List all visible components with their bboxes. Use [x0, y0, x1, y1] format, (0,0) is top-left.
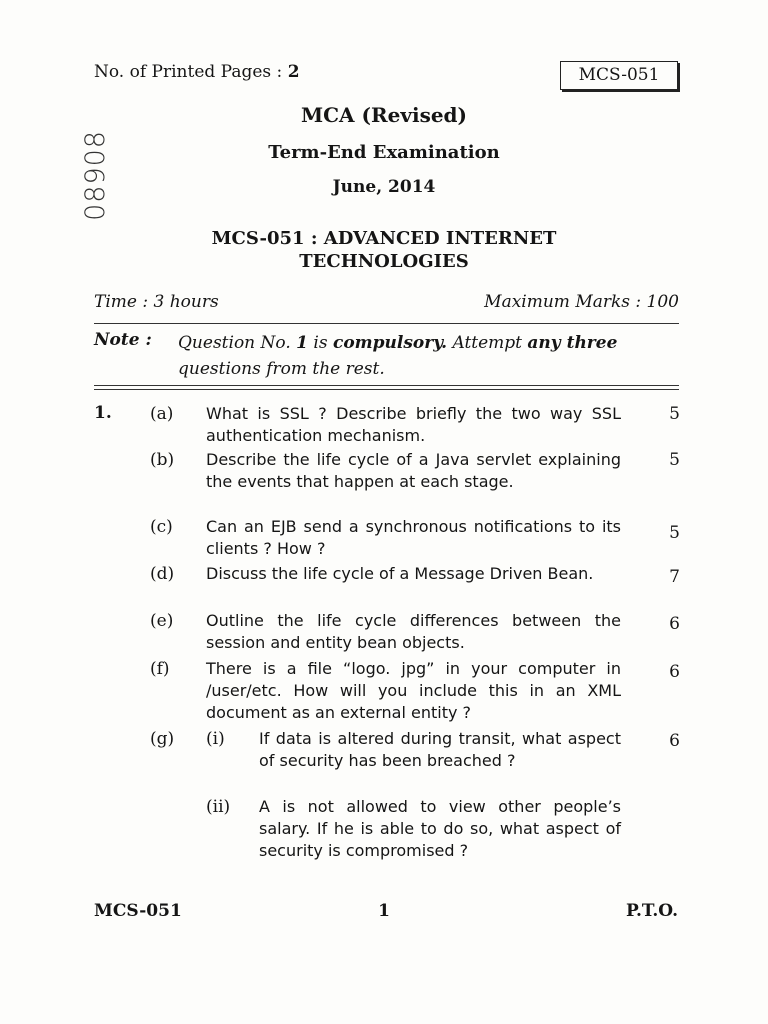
part-marks: 6: [669, 662, 680, 682]
note-text: Question No. 1 is compulsory. Attempt any three questions from the rest.: [178, 333, 618, 379]
divider-double-2: [94, 389, 679, 390]
part-text: There is a file “logo. jpg” in your computer in /user/etc. How will you include this in an XML document as an external entity ?: [206, 659, 621, 722]
footer-pto: P.T.O.: [626, 901, 678, 921]
part-text: Describe the life cycle of a Java servlet explaining the events that happen at each stage.: [206, 450, 621, 491]
subpart-label: (ii): [206, 797, 231, 817]
part-text: What is SSL ? Describe briefly the two way SSL authentication mechanism.: [206, 404, 621, 445]
part-marks: 5: [669, 523, 680, 543]
footer-page-number: 1: [378, 901, 390, 921]
subpart-text: A is not allowed to view other people’s salary. If he is able to do so, what aspect of security is compromised ?: [259, 797, 621, 860]
course-title-line2: TECHNOLOGIES: [299, 251, 469, 272]
divider-top: [94, 323, 679, 324]
part-label: (f): [150, 659, 170, 679]
part-marks: 6: [669, 614, 680, 634]
subpart-label: (i): [206, 729, 225, 749]
part-label: (g): [150, 729, 175, 749]
part-marks: 6: [669, 731, 680, 751]
question-number: 1.: [94, 403, 112, 423]
part-label: (c): [150, 517, 173, 537]
course-title-line1: MCS-051 : ADVANCED INTERNET: [211, 228, 557, 249]
part-label: (a): [150, 404, 174, 424]
footer-course-code: MCS-051: [94, 901, 182, 921]
maximum-marks: Maximum Marks : 100: [484, 292, 679, 312]
part-label: (e): [150, 611, 174, 631]
exam-title: Term-End Examination: [268, 142, 500, 163]
course-code-box: MCS-051: [560, 61, 678, 90]
part-text: Discuss the life cycle of a Message Driven Bean.: [206, 564, 594, 583]
program-title: MCA (Revised): [301, 103, 467, 127]
part-label: (d): [150, 564, 175, 584]
time-allowed: Time : 3 hours: [94, 292, 219, 312]
part-marks: 7: [669, 567, 680, 587]
part-marks: 5: [669, 450, 680, 470]
subpart-text: If data is altered during transit, what aspect of security has been breached ?: [259, 729, 621, 770]
printed-pages: [94, 62, 300, 82]
part-text: Outline the life cycle differences between the session and entity bean objects.: [206, 611, 621, 652]
printed-pages-label: No. of Printed Pages :: [94, 62, 288, 82]
divider-double-1: [94, 385, 679, 386]
exam-session: June, 2014: [332, 177, 436, 197]
part-text: Can an EJB send a synchronous notifications to its clients ? How ?: [206, 517, 621, 558]
part-marks: 5: [669, 404, 680, 424]
serial-number: 08908: [80, 130, 111, 221]
part-label: (b): [150, 450, 175, 470]
printed-pages-value: 2: [287, 62, 300, 82]
note-label: Note :: [94, 330, 152, 350]
